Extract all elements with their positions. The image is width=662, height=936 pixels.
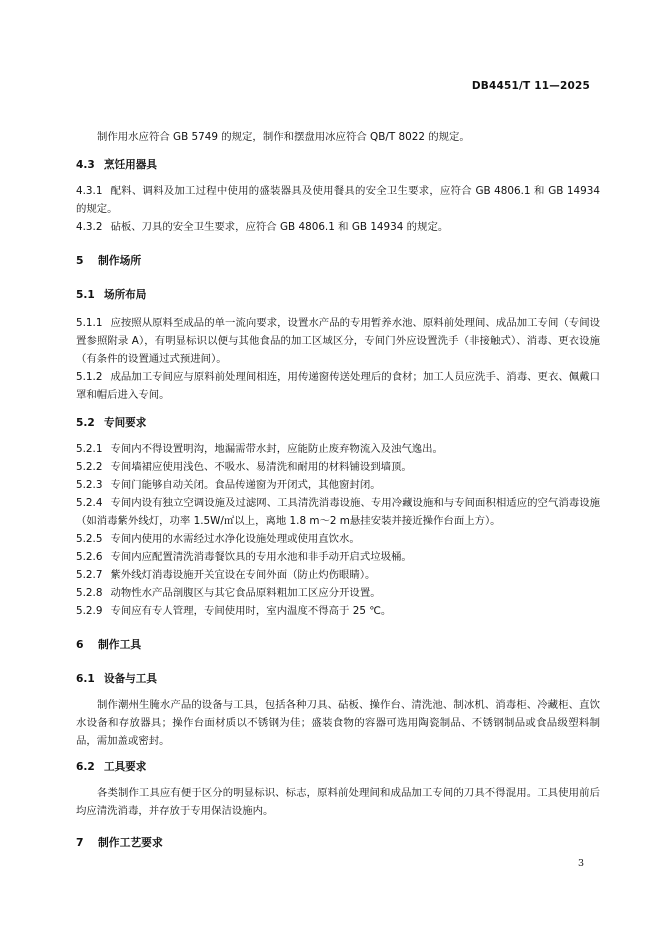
clause-text: 专间墙裙应使用浅色、不吸水、易清洗和耐用的材料铺设到墙顶。 bbox=[110, 461, 412, 473]
clause-text: 紫外线灯消毒设施开关宜设在专间外面（防止灼伤眼睛）。 bbox=[110, 569, 376, 581]
heading-5-1 bbox=[76, 286, 600, 304]
clause-text: 成品加工专间应与原料前处理间相连，用传递窗传送处理后的食材；加工人员应洗手、消毒、更衣、佩戴口罩和帽后进入专间。 bbox=[76, 371, 600, 401]
clause-5-2-9 bbox=[76, 602, 600, 620]
heading-number: 6.1 bbox=[76, 673, 95, 685]
clause-number: 5.2.2 bbox=[76, 461, 103, 473]
heading-number: 5.1 bbox=[76, 289, 95, 301]
clause-5-2-3 bbox=[76, 476, 600, 494]
clause-number: 5.2.1 bbox=[76, 443, 103, 455]
heading-title: 工具要求 bbox=[104, 761, 147, 773]
clause-number: 4.3.1 bbox=[76, 185, 103, 197]
clause-5-2-4 bbox=[76, 494, 600, 530]
heading-title: 制作工艺要求 bbox=[98, 836, 163, 849]
clause-number: 5.1.1 bbox=[76, 317, 103, 329]
heading-6-1 bbox=[76, 670, 600, 688]
heading-6 bbox=[76, 636, 600, 654]
heading-title: 专间要求 bbox=[104, 417, 147, 429]
clause-number: 5.2.4 bbox=[76, 497, 103, 509]
clause-number: 5.2.3 bbox=[76, 479, 103, 491]
clause-text: 专间内应配置清洗消毒餐饮具的专用水池和非手动开启式垃圾桶。 bbox=[110, 551, 412, 563]
clause-number: 5.2.6 bbox=[76, 551, 103, 563]
clause-text: 专间门能够自动关闭。食品传递窗为开闭式，其他窗封闭。 bbox=[110, 479, 381, 491]
heading-number: 5.2 bbox=[76, 417, 95, 429]
clause-text: 配料、调料及加工过程中使用的盛装器具及使用餐具的安全卫生要求，应符合 GB 4806.1 和 GB 14934 的规定。 bbox=[76, 185, 600, 215]
paragraph-6-1: 制作潮州生腌水产品的设备与工具，包括各种刀具、砧板、操作台、清洗池、制冰机、消毒柜、冷藏柜、直饮水设备和存放器具；操作台面材质以不锈钢为佳；盛装食物的容器可选用陶瓷制品、不锈钢制品或食品级塑料制品，需加盖或密封。 bbox=[76, 699, 600, 747]
page-number: 3 bbox=[577, 858, 584, 869]
clause-4-3-1 bbox=[76, 182, 600, 218]
heading-title: 制作场所 bbox=[98, 254, 142, 267]
clause-text: 专间内使用的水需经过水净化设施处理或使用直饮水。 bbox=[110, 533, 360, 545]
heading-title: 烹饪用器具 bbox=[104, 159, 157, 171]
heading-title: 场所布局 bbox=[104, 289, 147, 301]
heading-4-3 bbox=[76, 156, 600, 174]
clause-text: 专间应有专人管理，专间使用时，室内温度不得高于 25 ℃。 bbox=[110, 605, 392, 617]
heading-number: 4.3 bbox=[76, 159, 95, 171]
document-code: DB4451/T 11—2025 bbox=[471, 80, 590, 92]
clause-text: 动物性水产品剖腹区与其它食品原料粗加工区应分开设置。 bbox=[110, 587, 381, 599]
clause-5-2-8 bbox=[76, 584, 600, 602]
heading-title: 制作工具 bbox=[98, 638, 142, 651]
clause-number: 5.2.5 bbox=[76, 533, 103, 545]
clause-5-2-6 bbox=[76, 548, 600, 566]
clause-number: 4.3.2 bbox=[76, 221, 103, 233]
heading-5 bbox=[76, 252, 600, 270]
clause-number: 5.2.9 bbox=[76, 605, 103, 617]
clause-4-3-2 bbox=[76, 218, 600, 236]
heading-number: 5 bbox=[76, 254, 84, 267]
heading-number: 6.2 bbox=[76, 761, 95, 773]
clause-5-2-2 bbox=[76, 458, 600, 476]
paragraph-6-2: 各类制作工具应有便于区分的明显标识、标志，原料前处理间和成品加工专间的刀具不得混用。工具使用前后均应清洗消毒，并存放于专用保洁设施内。 bbox=[76, 787, 600, 817]
heading-7 bbox=[76, 834, 600, 852]
clause-5-2-5 bbox=[76, 530, 600, 548]
clause-text: 专间内不得设置明沟，地漏需带水封，应能防止废弃物流入及浊气逸出。 bbox=[110, 443, 443, 455]
clause-number: 5.1.2 bbox=[76, 371, 103, 383]
clause-number: 5.2.8 bbox=[76, 587, 103, 599]
clause-text: 应按照从原料至成品的单一流向要求，设置水产品的专用暂养水池、原料前处理间、成品加工专间（专间设置参照附录 A），有明显标识以便与其他食品的加工区域区分，专间门外应设置洗手（非接触式）、消毒、更衣设施（有条件的设置通过式预进间）。 bbox=[76, 317, 600, 365]
clause-text: 专间内设有独立空调设施及过滤网、工具清洗消毒设施、专用冷藏设施和与专间面积相适应的空气消毒设施（如消毒紫外线灯，功率 1.5W/㎡以上，离地 1.8 m～2 m悬挂安装并接近操作台面上方）。 bbox=[76, 497, 600, 527]
clause-number: 5.2.7 bbox=[76, 569, 103, 581]
clause-5-2-1 bbox=[76, 440, 600, 458]
heading-6-2 bbox=[76, 758, 600, 776]
heading-number: 6 bbox=[76, 638, 84, 651]
clause-text: 砧板、刀具的安全卫生要求，应符合 GB 4806.1 和 GB 14934 的规定。 bbox=[110, 221, 449, 233]
heading-title: 设备与工具 bbox=[104, 673, 157, 685]
heading-number: 7 bbox=[76, 836, 84, 849]
page-body bbox=[76, 128, 600, 852]
heading-5-2 bbox=[76, 414, 600, 432]
clause-5-1-2 bbox=[76, 368, 600, 404]
clause-5-1-1 bbox=[76, 314, 600, 368]
paragraph-water-ice: 制作用水应符合 GB 5749 的规定，制作和摆盘用冰应符合 QB/T 8022 的规定。 bbox=[97, 131, 470, 143]
clause-5-2-7 bbox=[76, 566, 600, 584]
